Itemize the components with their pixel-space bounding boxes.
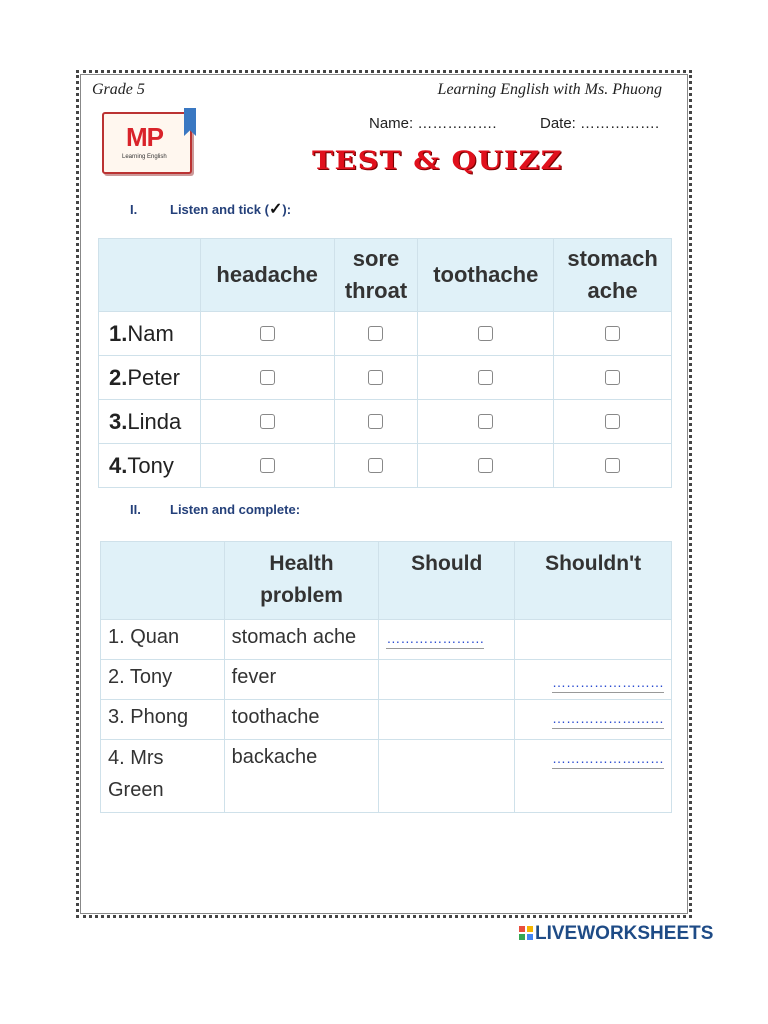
answer-blank[interactable]: …………………… <box>552 710 664 729</box>
table-row <box>101 700 672 740</box>
empty-cell <box>515 620 672 660</box>
row-label <box>99 356 201 400</box>
checkbox[interactable] <box>605 458 620 473</box>
checkbox[interactable] <box>260 326 275 341</box>
row-number: 1. <box>109 320 128 346</box>
checkbox[interactable] <box>260 458 275 473</box>
checkbox[interactable] <box>368 458 383 473</box>
empty-cell <box>379 660 515 700</box>
row-number: 3. <box>109 408 128 434</box>
col-header-headache: headache <box>200 239 334 312</box>
row-name: Tony <box>127 452 174 478</box>
checkbox[interactable] <box>368 370 383 385</box>
row-number: 4. <box>109 452 128 478</box>
name-field: Name: ……………. <box>369 115 497 132</box>
checkbox[interactable] <box>260 370 275 385</box>
student-name: 3. Phong <box>101 700 225 740</box>
tick-table <box>98 238 672 488</box>
corner-cell <box>101 542 225 620</box>
brand-text: LIVEWORKSHEETS <box>535 923 714 944</box>
table-row <box>99 444 672 488</box>
row-number: 2. <box>109 364 128 390</box>
col-header-sore-throat: sore throat <box>334 239 418 312</box>
checkbox[interactable] <box>478 414 493 429</box>
student-name: 2. Tony <box>101 660 225 700</box>
table-row <box>101 620 672 660</box>
col-header-stomach-ache: stomach ache <box>554 239 672 312</box>
section-2-heading <box>130 502 300 517</box>
checkbox[interactable] <box>478 370 493 385</box>
table-row <box>101 740 672 813</box>
grade-label: Grade 5 <box>92 81 145 98</box>
col-header-should: Should <box>379 542 515 620</box>
checkbox[interactable] <box>368 414 383 429</box>
date-field: Date: ……………. <box>540 115 660 132</box>
table-row <box>99 400 672 444</box>
liveworksheets-brand[interactable] <box>519 923 713 945</box>
health-problem: backache <box>224 740 379 813</box>
section-1-number: I. <box>130 202 138 217</box>
corner-cell <box>99 239 201 312</box>
row-name: Peter <box>127 364 180 390</box>
table-row <box>99 312 672 356</box>
complete-table <box>100 541 672 813</box>
logo <box>102 112 192 174</box>
health-problem: fever <box>224 660 379 700</box>
liveworksheets-logo-icon <box>519 926 533 940</box>
student-name: 4. Mrs Green <box>101 740 225 813</box>
answer-blank[interactable]: …………………… <box>552 750 664 769</box>
table-row <box>101 660 672 700</box>
checkbox[interactable] <box>260 414 275 429</box>
empty-cell <box>379 700 515 740</box>
checkmark-icon: ✓ <box>268 201 283 218</box>
checkbox[interactable] <box>605 370 620 385</box>
checkbox[interactable] <box>605 326 620 341</box>
col-header-shouldnt: Shouldn't <box>515 542 672 620</box>
bookmark-icon <box>184 108 196 136</box>
answer-blank[interactable]: …………………… <box>552 674 664 693</box>
checkbox[interactable] <box>605 414 620 429</box>
row-label <box>99 312 201 356</box>
health-problem: toothache <box>224 700 379 740</box>
row-name: Nam <box>127 320 174 346</box>
section-2-text: Listen and complete: <box>170 502 301 517</box>
answer-blank[interactable]: ………………… <box>386 630 484 649</box>
row-label <box>99 444 201 488</box>
checkbox[interactable] <box>478 458 493 473</box>
empty-cell <box>379 740 515 813</box>
section-1-close: ): <box>282 202 292 217</box>
logo-text: MP <box>126 122 163 152</box>
checkbox[interactable] <box>368 326 383 341</box>
page-title: TEST & QUIZZ <box>312 146 563 175</box>
col-header-health-problem: Health problem <box>224 542 379 620</box>
row-name: Linda <box>127 408 182 434</box>
col-header-toothache: toothache <box>418 239 554 312</box>
table-row <box>99 356 672 400</box>
logo-subtext: Learning English <box>122 154 167 160</box>
section-1-heading <box>130 199 291 219</box>
health-problem: stomach ache <box>224 620 379 660</box>
section-2-number: II. <box>130 502 141 517</box>
checkbox[interactable] <box>478 326 493 341</box>
teacher-label: Learning English with Ms. Phuong <box>437 81 662 98</box>
row-label <box>99 400 201 444</box>
student-name: 1. Quan <box>101 620 225 660</box>
section-1-text: Listen and tick ( <box>170 202 269 217</box>
